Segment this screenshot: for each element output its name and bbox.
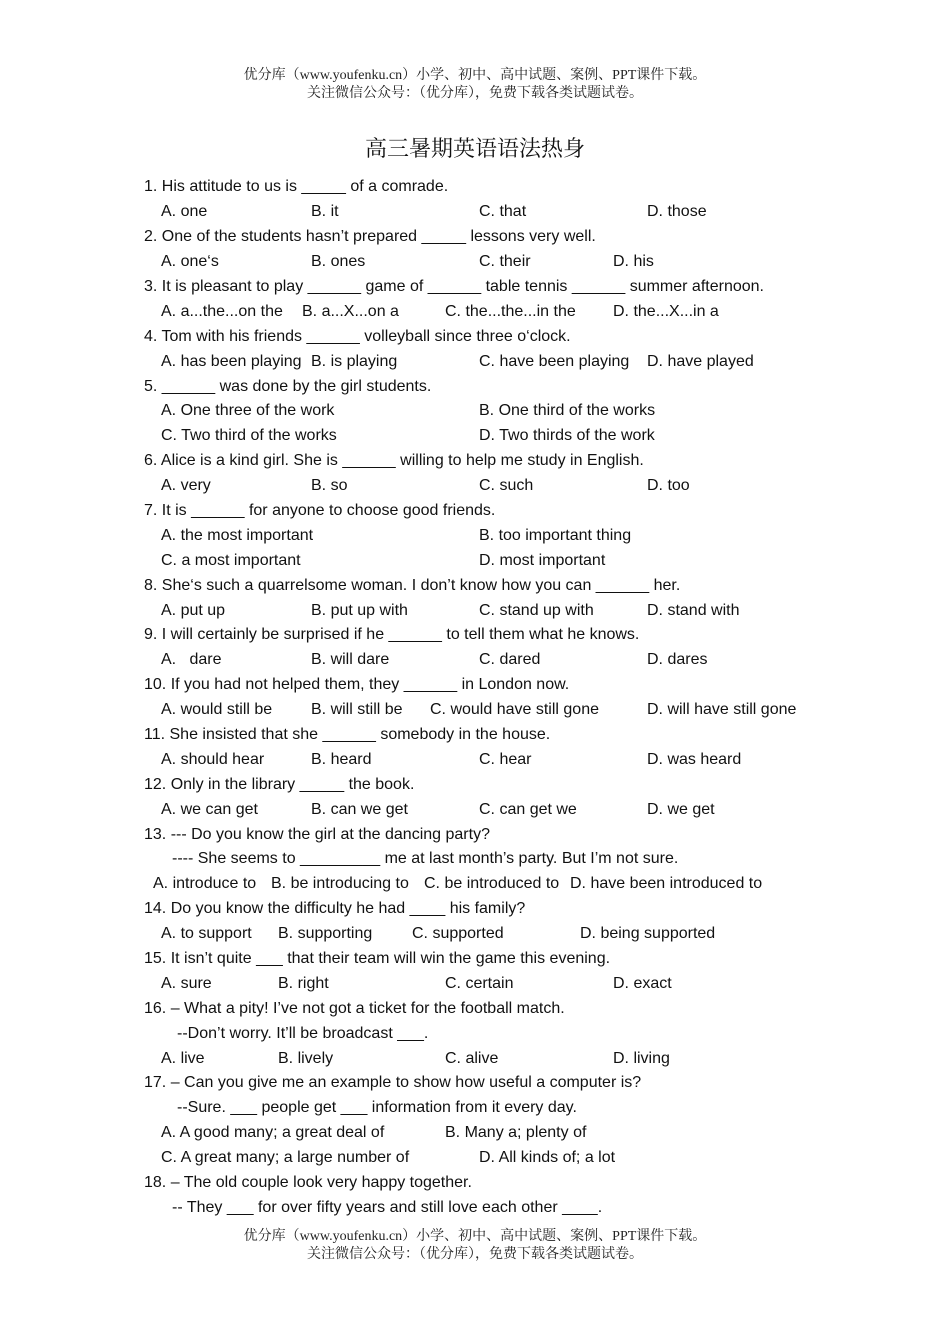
- question-1-stem: 1. His attitude to us is _____ of a comrade.: [144, 178, 449, 195]
- q12-option-b: B. can we get: [311, 801, 408, 818]
- question-6-stem: 6. Alice is a kind girl. She is ______ willing to help me study in English.: [144, 452, 644, 469]
- q5-option-d: D. Two thirds of the work: [479, 427, 655, 444]
- question-5-stem: 5. ______ was done by the girl students.: [144, 378, 432, 395]
- q15-option-b: B. right: [278, 975, 329, 992]
- question-4-stem: 4. Tom with his friends ______ volleyball since three o‘clock.: [144, 328, 571, 345]
- q10-option-b: B. will still be: [311, 701, 403, 718]
- q2-option-d: D. his: [613, 253, 654, 270]
- q4-option-a: A. has been playing: [161, 353, 302, 370]
- q14-option-d: D. being supported: [580, 925, 716, 942]
- footer-line-2: 关注微信公众号：（优分库），免费下载各类试题试卷。: [307, 1247, 643, 1262]
- q11-option-c: C. hear: [479, 751, 532, 768]
- question-13-reply: ---- She seems to _________ me at last month’s party. But I’m not sure.: [172, 850, 679, 867]
- footer-line-1: 优分库（www.youfenku.cn）小学、初中、高中试题、案例、PPT课件下载。: [243, 1229, 707, 1244]
- q8-option-b: B. put up with: [311, 602, 408, 619]
- q1-option-b: B. it: [311, 203, 339, 220]
- header-line-2: 关注微信公众号：（优分库），免费下载各类试题试卷。: [307, 86, 643, 101]
- q11-option-b: B. heard: [311, 751, 372, 768]
- q16-option-b: B. lively: [278, 1050, 334, 1067]
- q16-option-c: C. alive: [445, 1050, 499, 1067]
- q17-option-c: C. A great many; a large number of: [161, 1149, 410, 1166]
- q9-option-c: C. dared: [479, 651, 541, 668]
- q4-option-b: B. is playing: [311, 353, 398, 370]
- q7-option-a: A. the most important: [161, 527, 314, 544]
- q1-option-a: A. one: [161, 203, 208, 220]
- q8-option-c: C. stand up with: [479, 602, 594, 619]
- q17-option-d: D. All kinds of; a lot: [479, 1149, 616, 1166]
- q12-option-d: D. we get: [647, 801, 715, 818]
- q3-option-d: D. the...X...in a: [613, 303, 719, 320]
- page-title: 高三暑期英语语法热身: [364, 136, 585, 161]
- question-14-stem: 14. Do you know the difficulty he had ____ his family?: [144, 900, 526, 917]
- q10-option-a: A. would still be: [161, 701, 273, 718]
- q6-option-b: B. so: [311, 477, 348, 494]
- q7-option-d: D. most important: [479, 552, 606, 569]
- q9-option-b: B. will dare: [311, 651, 390, 668]
- q15-option-d: D. exact: [613, 975, 672, 992]
- question-17-stem: 17. – Can you give me an example to show how useful a computer is?: [144, 1074, 642, 1091]
- question-16-reply: --Don’t worry. It’ll be broadcast ___.: [177, 1025, 429, 1042]
- q11-option-d: D. was heard: [647, 751, 742, 768]
- q13-option-c: C. be introduced to: [424, 875, 560, 892]
- q8-option-d: D. stand with: [647, 602, 740, 619]
- q14-option-b: B. supporting: [278, 925, 373, 942]
- q15-option-c: C. certain: [445, 975, 514, 992]
- q16-option-d: D. living: [613, 1050, 670, 1067]
- page-header: [0, 67, 950, 103]
- q1-option-d: D. those: [647, 203, 707, 220]
- q5-option-a: A. One three of the work: [161, 402, 335, 419]
- q3-option-a: A. a...the...on the: [161, 303, 283, 320]
- q13-option-a: A. introduce to: [153, 875, 257, 892]
- q4-option-d: D. have played: [647, 353, 754, 370]
- q6-option-c: C. such: [479, 477, 534, 494]
- question-18-stem: 18. – The old couple look very happy together.: [144, 1174, 472, 1191]
- question-12-stem: 12. Only in the library _____ the book.: [144, 776, 415, 793]
- q8-option-a: A. put up: [161, 602, 226, 619]
- q10-option-d: D. will have still gone: [647, 701, 797, 718]
- question-10-stem: 10. If you had not helped them, they ______ in London now.: [144, 676, 570, 693]
- q12-option-a: A. we can get: [161, 801, 258, 818]
- q6-option-d: D. too: [647, 477, 690, 494]
- q9-option-a: A. dare: [161, 651, 222, 668]
- q2-option-b: B. ones: [311, 253, 366, 270]
- page-footer: [0, 1228, 950, 1264]
- question-2-stem: 2. One of the students hasn’t prepared _____ lessons very well.: [144, 228, 596, 245]
- q17-option-a: A. A good many; a great deal of: [161, 1124, 385, 1141]
- q3-option-c: C. the...the...in the: [445, 303, 576, 320]
- q2-option-c: C. their: [479, 253, 531, 270]
- question-16-stem: 16. – What a pity! I’ve not got a ticket for the football match.: [144, 1000, 565, 1017]
- question-18-reply: -- They ___ for over fifty years and still love each other ____.: [172, 1199, 603, 1216]
- question-9-stem: 9. I will certainly be surprised if he ______ to tell them what he knows.: [144, 626, 640, 643]
- q17-option-b: B. Many a; plenty of: [445, 1124, 587, 1141]
- question-13-stem: 13. --- Do you know the girl at the dancing party?: [144, 826, 490, 843]
- q7-option-b: B. too important thing: [479, 527, 632, 544]
- q13-option-b: B. be introducing to: [271, 875, 409, 892]
- q2-option-a: A. one‘s: [161, 253, 219, 270]
- q6-option-a: A. very: [161, 477, 211, 494]
- question-8-stem: 8. She‘s such a quarrelsome woman. I don’t know how you can ______ her.: [144, 577, 681, 594]
- q4-option-c: C. have been playing: [479, 353, 630, 370]
- question-7-stem: 7. It is ______ for anyone to choose good friends.: [144, 502, 496, 519]
- question-17-reply: --Sure. ___ people get ___ information from it every day.: [177, 1099, 577, 1116]
- q11-option-a: A. should hear: [161, 751, 265, 768]
- q1-option-c: C. that: [479, 203, 527, 220]
- q5-option-c: C. Two third of the works: [161, 427, 337, 444]
- q12-option-c: C. can get we: [479, 801, 577, 818]
- q7-option-c: C. a most important: [161, 552, 301, 569]
- header-line-1: 优分库（www.youfenku.cn）小学、初中、高中试题、案例、PPT课件下载。: [243, 68, 707, 83]
- question-15-stem: 15. It isn’t quite ___ that their team will win the game this evening.: [144, 950, 611, 967]
- q13-option-d: D. have been introduced to: [570, 875, 763, 892]
- q16-option-a: A. live: [161, 1050, 205, 1067]
- q10-option-c: C. would have still gone: [430, 701, 599, 718]
- q14-option-c: C. supported: [412, 925, 504, 942]
- q5-option-b: B. One third of the works: [479, 402, 656, 419]
- question-3-stem: 3. It is pleasant to play ______ game of ______ table tennis ______ summer afternoon.: [144, 278, 764, 295]
- q14-option-a: A. to support: [161, 925, 252, 942]
- q3-option-b: B. a...X...on a: [302, 303, 399, 320]
- question-11-stem: 11. She insisted that she ______ somebody in the house.: [144, 726, 551, 743]
- q9-option-d: D. dares: [647, 651, 708, 668]
- q15-option-a: A. sure: [161, 975, 212, 992]
